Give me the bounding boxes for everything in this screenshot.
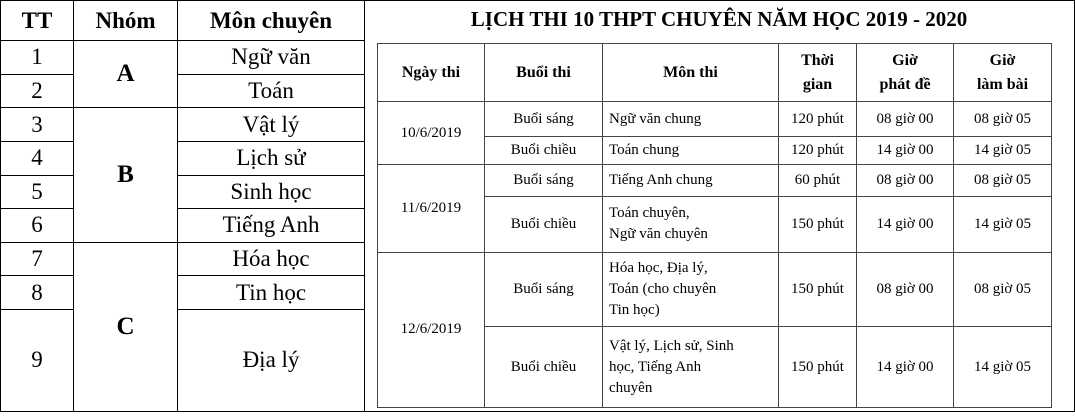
header-line: gian <box>802 75 833 93</box>
session: Buổi chiều <box>485 136 603 164</box>
start-time: 14 giờ 05 <box>954 136 1052 164</box>
table-row <box>1 276 365 310</box>
subject-groups-table <box>0 0 364 412</box>
row-subject: Tiếng Anh <box>178 209 365 243</box>
row-tt: 9 <box>1 309 74 411</box>
subject-line: Tin học) <box>609 301 660 318</box>
issue-time: 08 giờ 00 <box>857 252 954 327</box>
start-time: 14 giờ 05 <box>954 197 1052 252</box>
row-tt: 3 <box>1 108 74 142</box>
session: Buổi chiều <box>485 197 603 252</box>
issue-time: 08 giờ 00 <box>857 102 954 136</box>
duration: 120 phút <box>779 102 857 136</box>
schedule-header-row <box>378 44 1052 102</box>
subject <box>603 327 779 408</box>
subject <box>603 197 779 252</box>
col-header-group: Nhóm <box>74 1 178 41</box>
session: Buổi sáng <box>485 102 603 136</box>
col-header-subject: Môn thi <box>603 44 779 102</box>
header-line: phát đề <box>879 75 931 93</box>
exam-date: 10/6/2019 <box>378 102 485 165</box>
table-row <box>1 74 365 108</box>
issue-time: 14 giờ 00 <box>857 136 954 164</box>
table-row <box>1 108 365 142</box>
col-header-date: Ngày thi <box>378 44 485 102</box>
schedule-title: LỊCH THI 10 THPT CHUYÊN NĂM HỌC 2019 - 2020 <box>364 0 1075 36</box>
row-subject: Hóa học <box>178 242 365 276</box>
subject-line: Tiếng Anh chung <box>609 172 713 189</box>
exam-date: 12/6/2019 <box>378 252 485 407</box>
subject <box>603 252 779 327</box>
col-header-subject: Môn chuyên <box>178 1 365 41</box>
table-row <box>1 209 365 243</box>
subject-line: học, Tiếng Anh <box>609 358 702 375</box>
row-subject: Lịch sử <box>178 141 365 175</box>
start-time: 08 giờ 05 <box>954 252 1052 327</box>
header-line: làm bài <box>976 75 1029 93</box>
session: Buổi chiều <box>485 327 603 408</box>
group-c: C <box>74 242 178 411</box>
row-subject: Toán <box>178 74 365 108</box>
start-time: 08 giờ 05 <box>954 164 1052 196</box>
col-header-session: Buổi thi <box>485 44 603 102</box>
table-row <box>1 141 365 175</box>
col-header-issue-time <box>857 44 954 102</box>
start-time: 14 giờ 05 <box>954 327 1052 408</box>
row-subject: Ngữ văn <box>178 41 365 75</box>
subject <box>603 164 779 196</box>
subject-line: Toán (cho chuyên <box>609 280 717 297</box>
row-subject: Địa lý <box>178 309 365 411</box>
row-tt: 2 <box>1 74 74 108</box>
col-header-tt: TT <box>1 1 74 41</box>
subject-line: Hóa học, Địa lý, <box>609 259 708 276</box>
duration: 120 phút <box>779 136 857 164</box>
subject-line: Ngữ văn chung <box>609 110 702 127</box>
row-tt: 4 <box>1 141 74 175</box>
table-row <box>378 164 1052 196</box>
subject-line: Toán chung <box>609 141 680 158</box>
session: Buổi sáng <box>485 164 603 196</box>
row-subject: Vật lý <box>178 108 365 142</box>
header-line: Giờ <box>989 51 1016 69</box>
table-row <box>378 102 1052 136</box>
issue-time: 08 giờ 00 <box>857 164 954 196</box>
table-row <box>1 41 365 75</box>
col-header-duration <box>779 44 857 102</box>
table-row <box>1 309 365 411</box>
row-tt: 6 <box>1 209 74 243</box>
duration: 150 phút <box>779 327 857 408</box>
start-time: 08 giờ 05 <box>954 102 1052 136</box>
header-line: Thời <box>801 51 834 69</box>
exam-schedule-table <box>377 43 1051 408</box>
duration: 60 phút <box>779 164 857 196</box>
row-tt: 8 <box>1 276 74 310</box>
group-b: B <box>74 108 178 242</box>
subject-line: Ngữ văn chuyên <box>609 226 708 243</box>
row-subject: Tin học <box>178 276 365 310</box>
row-tt: 1 <box>1 41 74 75</box>
row-subject: Sinh học <box>178 175 365 209</box>
group-a: A <box>74 41 178 108</box>
session: Buổi sáng <box>485 252 603 327</box>
subject <box>603 136 779 164</box>
issue-time: 14 giờ 00 <box>857 327 954 408</box>
exam-date: 11/6/2019 <box>378 164 485 252</box>
duration: 150 phút <box>779 197 857 252</box>
subject <box>603 102 779 136</box>
issue-time: 14 giờ 00 <box>857 197 954 252</box>
header-line: Giờ <box>892 51 918 69</box>
row-tt: 7 <box>1 242 74 276</box>
duration: 150 phút <box>779 252 857 327</box>
table-row <box>378 252 1052 327</box>
table-row <box>1 242 365 276</box>
row-tt: 5 <box>1 175 74 209</box>
subject-line: Toán chuyên, <box>609 205 690 222</box>
subject-line: Vật lý, Lịch sử, Sinh <box>609 337 734 354</box>
table-row <box>1 175 365 209</box>
subject-line: chuyên <box>609 379 653 396</box>
col-header-start-time <box>954 44 1052 102</box>
